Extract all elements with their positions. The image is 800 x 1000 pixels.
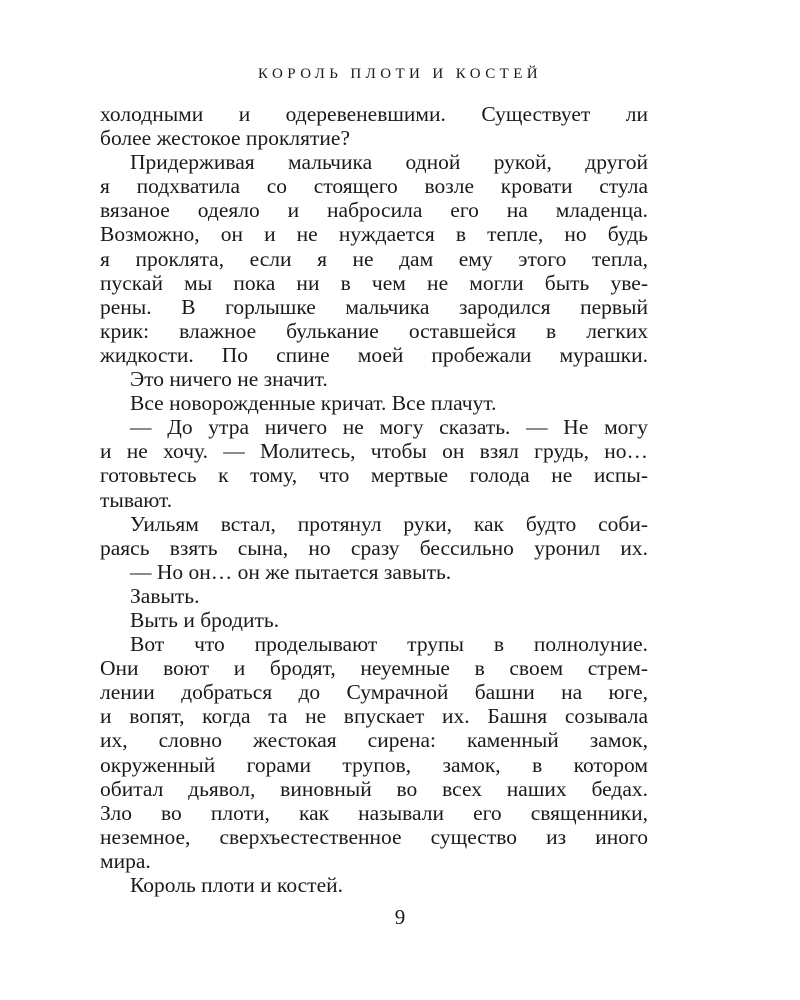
text-line: готовьтесь к тому, что мертвые голода не испы-: [100, 463, 648, 488]
text-line: Все новорожденные кричат. Все плачут.: [130, 391, 497, 416]
text-line: Завыть.: [130, 583, 200, 608]
text-line: и не хочу. — Молитесь, чтобы он взял грудь, но…: [100, 439, 648, 464]
text-line: окруженный горами трупов, замок, в котором: [100, 752, 648, 777]
text-line: пускай мы пока ни в чем не могли быть уве-: [100, 270, 648, 295]
text-line: тывают.: [100, 487, 173, 512]
text-line: Выть и бродить.: [130, 607, 280, 632]
text-line: я подхватила со стоящего возле кровати стула: [100, 174, 648, 199]
text-line: раясь взять сына, но сразу бессильно уронил их.: [100, 535, 648, 560]
text-line: мира.: [100, 848, 151, 873]
text-line: Вот что проделывают трупы в полнолуние.: [130, 632, 648, 657]
text-line: жидкости. По спине моей пробежали мурашки.: [100, 342, 648, 367]
text-line: более жестокое проклятие?: [100, 126, 350, 151]
text-line: лении добраться до Сумрачной башни на юге,: [100, 680, 648, 705]
page-number: 9: [394, 905, 406, 929]
text-line: рены. В горлышке мальчика зародился первый: [100, 294, 648, 319]
body-text: [100, 102, 648, 897]
text-line: — До утра ничего не могу сказать. — Не могу: [130, 415, 648, 440]
text-line: Придерживая мальчика одной рукой, другой: [130, 150, 648, 175]
text-line: Они воют и бродят, неуемные в своем стрем-: [100, 656, 648, 681]
text-line: Зло во плоти, как называли его священники,: [100, 800, 648, 825]
text-line: обитал дьявол, виновный во всех наших бедах.: [100, 776, 648, 801]
text-line: Возможно, он и не нуждается в тепле, но будь: [100, 222, 648, 247]
text-line: их, словно жестокая сирена: каменный замок,: [100, 728, 648, 753]
text-line: Уильям встал, протянул руки, как будто соби-: [130, 511, 648, 536]
running-head: КОРОЛЬ ПЛОТИ И КОСТЕЙ: [258, 66, 542, 82]
text-line: крик: влажное булькание оставшейся в легких: [100, 318, 648, 343]
text-line: неземное, сверхъестественное существо из иного: [100, 824, 648, 849]
text-line: холодными и одеревеневшими. Существует ли: [100, 102, 648, 126]
text-line: вязаное одеяло и набросила его на младенца.: [100, 198, 648, 223]
text-line: и вопят, когда та не впускает их. Башня созывала: [100, 704, 648, 729]
text-line: Король плоти и костей.: [130, 873, 344, 897]
text-line: Это ничего не значит.: [130, 367, 328, 392]
text-line: — Но он… он же пытается завыть.: [130, 559, 452, 584]
text-line: я проклята, если я не дам ему этого тепла,: [100, 246, 648, 271]
